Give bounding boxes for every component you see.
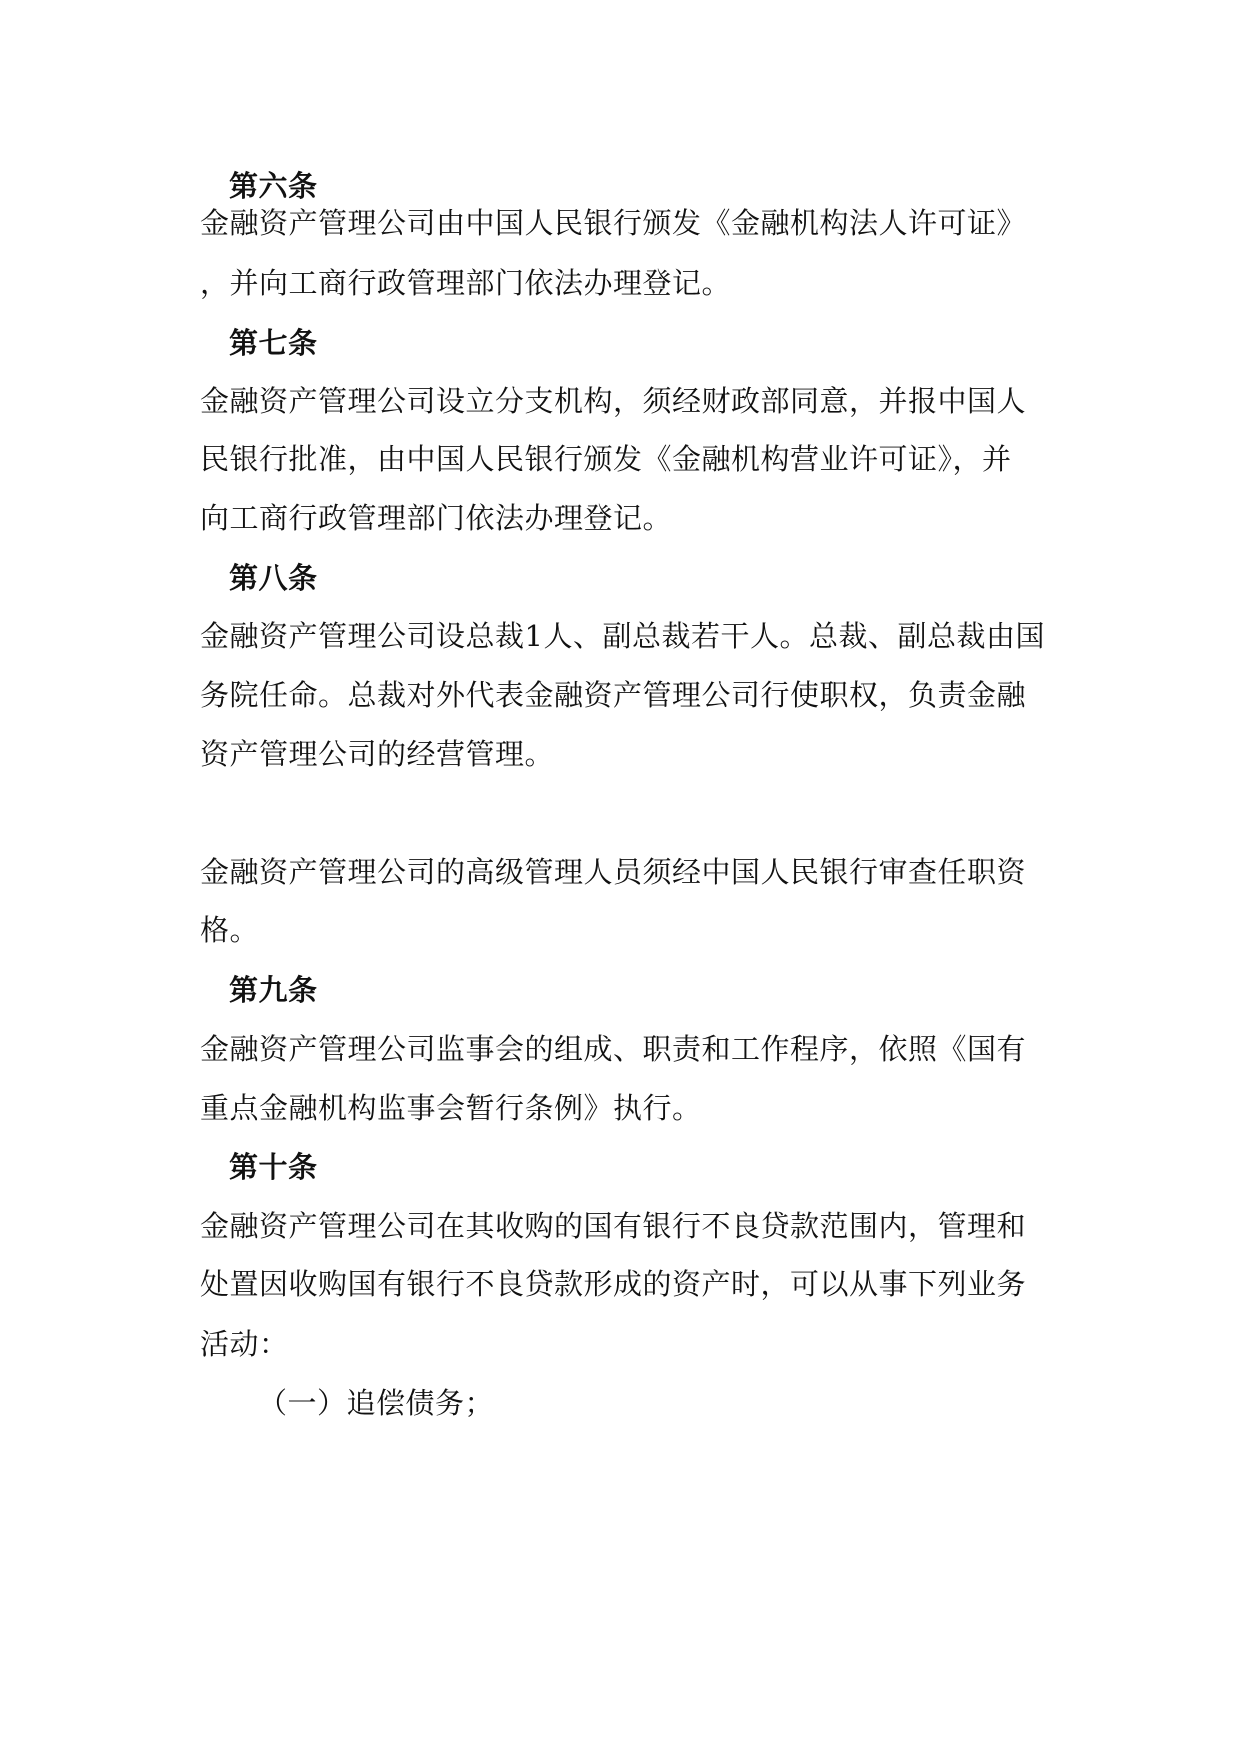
article-6-line-1: 金融资产管理公司由中国人民银行颁发《金融机构法人许可证》: [200, 206, 1027, 240]
article-8-line-2: 务院任命。总裁对外代表金融资产管理公司行使职权，负责金融: [200, 678, 1027, 712]
article-7-line-2: 民银行批准，由中国人民银行颁发《金融机构营业许可证》，并: [200, 442, 1012, 476]
article-8-heading: 第八条: [229, 561, 318, 595]
article-6-heading: 第六条: [229, 169, 318, 203]
article-9-line-1: 金融资产管理公司监事会的组成、职责和工作程序，依照《国有: [200, 1032, 1027, 1066]
article-10-line-3: 活动：: [200, 1327, 289, 1361]
article-10-line-2: 处置因收购国有银行不良贷款形成的资产时，可以从事下列业务: [200, 1267, 1027, 1301]
article-7-heading: 第七条: [229, 326, 318, 360]
article-9-heading: 第九条: [229, 973, 318, 1007]
article-8-line-1: 金融资产管理公司设总裁1人、副总裁若干人。总裁、副总裁由国: [200, 619, 1045, 653]
article-7-line-1: 金融资产管理公司设立分支机构，须经财政部同意，并报中国人: [200, 384, 1027, 418]
article-8-paragraph-2-line-2: 格。: [200, 913, 260, 947]
article-10-heading: 第十条: [229, 1150, 318, 1184]
article-9-line-2: 重点金融机构监事会暂行条例》执行。: [200, 1091, 702, 1125]
article-8-paragraph-2-line-1: 金融资产管理公司的高级管理人员须经中国人民银行审查任职资: [200, 855, 1027, 889]
article-6-line-2: ，并向工商行政管理部门依法办理登记。: [200, 266, 732, 300]
article-8-line-3: 资产管理公司的经营管理。: [200, 737, 555, 771]
article-10-item-1: （一）追偿债务；: [258, 1386, 495, 1420]
article-7-line-3: 向工商行政管理部门依法办理登记。: [200, 501, 673, 535]
article-10-line-1: 金融资产管理公司在其收购的国有银行不良贷款范围内，管理和: [200, 1209, 1027, 1243]
